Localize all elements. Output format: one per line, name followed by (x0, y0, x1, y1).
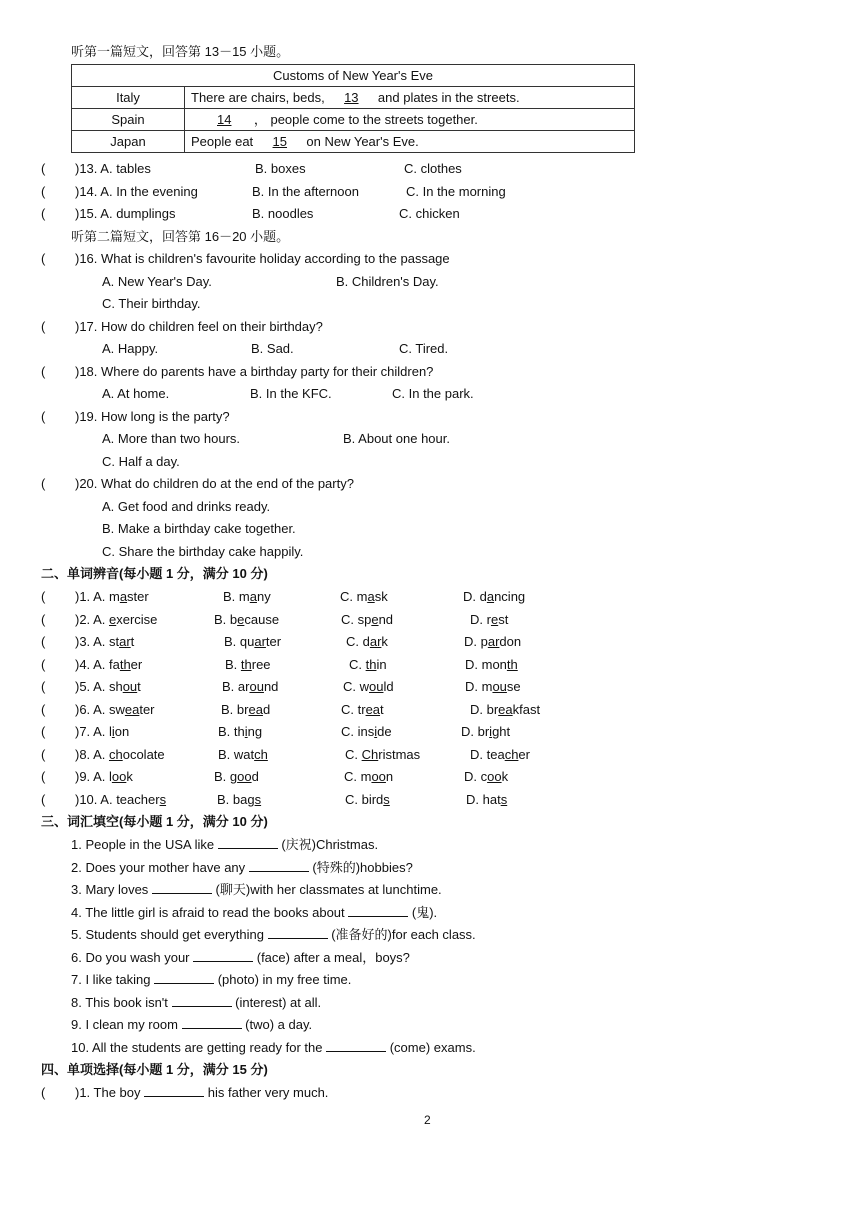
phonics-option: )1. A. master (75, 589, 149, 604)
table-row (72, 87, 635, 109)
phonics-option: D. breakfast (470, 701, 541, 717)
table-row (72, 109, 635, 131)
phonics-option: C. inside (341, 724, 392, 739)
blank-15: 15 (272, 134, 288, 149)
phonics-option: )9. A. look (75, 769, 133, 784)
custom-cell: 14 ， people come to the streets together. (185, 109, 635, 131)
phonics-option: )10. A. teachers (75, 791, 167, 807)
answer-paren[interactable]: ( (41, 791, 46, 807)
phonics-option: B. bags (217, 791, 262, 807)
answer-paren[interactable]: ( (41, 656, 46, 672)
phonics-option: B. because (214, 611, 280, 627)
phonics-option: B. thing (218, 724, 263, 739)
answer-blank[interactable] (348, 902, 408, 917)
phonics-option: D. hats (466, 791, 508, 807)
phonics-option: C. Christmas (345, 746, 421, 762)
phonics-option: C. birds (345, 791, 390, 807)
table-row (72, 131, 635, 153)
answer-paren[interactable]: ( (41, 769, 46, 784)
answer-blank[interactable] (249, 857, 309, 872)
answer-paren[interactable]: ( (41, 634, 46, 649)
answer-blank[interactable] (152, 879, 212, 894)
phonics-option: C. thin (349, 656, 387, 672)
answer-blank[interactable] (144, 1082, 204, 1097)
phonics-option: D. cook (464, 769, 509, 784)
answer-paren[interactable]: ( (41, 746, 46, 762)
answer-blank[interactable] (193, 947, 253, 962)
answer-blank[interactable] (172, 992, 232, 1007)
phonics-option: D. mouse (465, 679, 521, 694)
phonics-option: B. quarter (224, 634, 282, 649)
phonics-option: B. three (225, 656, 271, 672)
answer-blank[interactable] (154, 969, 214, 984)
phonics-option: C. would (343, 679, 394, 694)
phonics-option: C. mask (340, 589, 388, 604)
answer-paren[interactable]: ( (41, 611, 46, 627)
country-cell: Japan (72, 131, 185, 153)
phonics-option: B. around (222, 679, 279, 694)
exam-page: 听第一篇短文，回答第 13－15 小题。 Customs of New Year's Eve Italy There are chairs, beds, 13 and plates in the streets. Spain 14 ， people come to the streets together. Japan People eat 15 on New Year's Eve. ( )13. A. tables B. boxes C. clothes ( )14. A. In the evening B. In the afternoon C. In the morning ( )15. A. dumplings B. noodles C. chicken 听第二篇短文，回答第 16－20 小题。 ( )16. What is children's favourite holiday according to the passage A. New Year's Day. B. Children's Day. C. Their birthday. ( )17. How do children feel on their birthday? A. Happy. B. Sad. C. Tired. ( )18. Where do parents have a birthday party for their children? A. At home. B. In the KFC. C. In the park. ( )19. How long is the party? A. More than two hours. B. About one hour. C. Half a day. ( )20. What do children do at the end of the party? A. Get food and drinks ready. B. Make a birthday cake together. C. Share the birthday cake happily. 二、单词辨音(每小题 1 分，满分 10 分) ( )1. A. master B. many C. mask D. dancing ( )2. A. exercise B. because C. spend D. rest ( )3. A. start B. quarter C. dark D. pardon ( )4. A. father B. three C. thin D. month ( )5. A. shout B. around C. would D. mouse ( )6. A. sweater B. bread C. treat D. breakfast ( )7. A. lion B. thing C. inside D. bright ( )8. A. chocolate B. watch C. Christmas D. teacher ( )9. A. look B. good C. moon D. cook ( )10. A. teachers B. bags C. birds D. hats 三、词汇填空(每小题 1 分，满分 10 分) 1. People in the USA like (庆祝)Christmas. 2. Does your mother have any (特殊的)hobbies? 3. Mary loves (聊天)with her classmates at lunchtime. 4. The little girl is afraid to read the books about (鬼). 5. Students should get everything (准备好的)for each class. 6. Do you wash your (face) after a meal，boys? 7. I like taking (photo) in my free time. 8. This book isn't (interest) at all. 9. I clean my room (two) a day. 10. All the students are getting ready for the (come) exams. 四、单项选择(每小题 1 分，满分 15 分) ( )1. The boy his father very much. 2 (0, 0, 860, 1216)
blank-14: 14 (217, 112, 232, 127)
answer-paren[interactable]: ( (41, 701, 46, 717)
phonics-option: D. rest (470, 611, 509, 627)
phonics-option: D. pardon (464, 634, 522, 649)
answer-blank[interactable] (218, 834, 278, 849)
blank-13: 13 (344, 90, 359, 105)
phonics-option: B. bread (221, 701, 271, 717)
phonics-option: )7. A. lion (75, 724, 130, 739)
country-cell: Italy (72, 87, 185, 109)
phonics-option: C. treat (341, 701, 384, 717)
phonics-option: D. month (465, 656, 518, 672)
country-cell: Spain (72, 109, 185, 131)
phonics-option: D. bright (461, 724, 511, 739)
page-number: 2 (424, 1113, 431, 1127)
phonics-option: )6. A. sweater (75, 701, 155, 717)
phonics-option: )4. A. father (75, 656, 143, 672)
phonics-option: B. watch (218, 746, 268, 762)
table-title: Customs of New Year's Eve (72, 65, 635, 87)
custom-cell: There are chairs, beds, 13 and plates in the streets. (185, 87, 635, 109)
phonics-option: C. dark (346, 634, 388, 649)
phonics-option: )8. A. chocolate (75, 746, 165, 762)
phonics-option: )3. A. start (75, 634, 135, 649)
answer-blank[interactable] (182, 1014, 242, 1029)
phonics-option: )5. A. shout (75, 679, 141, 694)
phonics-option: D. dancing (463, 589, 526, 604)
intro-text: 听第一篇短文，回答第 13－15 小题。 (71, 44, 290, 59)
answer-paren[interactable]: ( (41, 679, 46, 694)
phonics-option: C. moon (344, 769, 394, 784)
phonics-option: C. spend (341, 611, 394, 627)
phonics-option: B. many (223, 589, 271, 604)
phonics-option: )2. A. exercise (75, 611, 158, 627)
answer-paren[interactable]: ( (41, 724, 46, 739)
answer-blank[interactable] (268, 924, 328, 939)
answer-paren[interactable]: ( (41, 589, 46, 604)
custom-cell: People eat 15 on New Year's Eve. (185, 131, 635, 153)
customs-table (71, 64, 635, 153)
phonics-option: D. teacher (470, 746, 530, 762)
answer-blank[interactable] (326, 1037, 386, 1052)
phonics-option: B. good (214, 769, 259, 784)
